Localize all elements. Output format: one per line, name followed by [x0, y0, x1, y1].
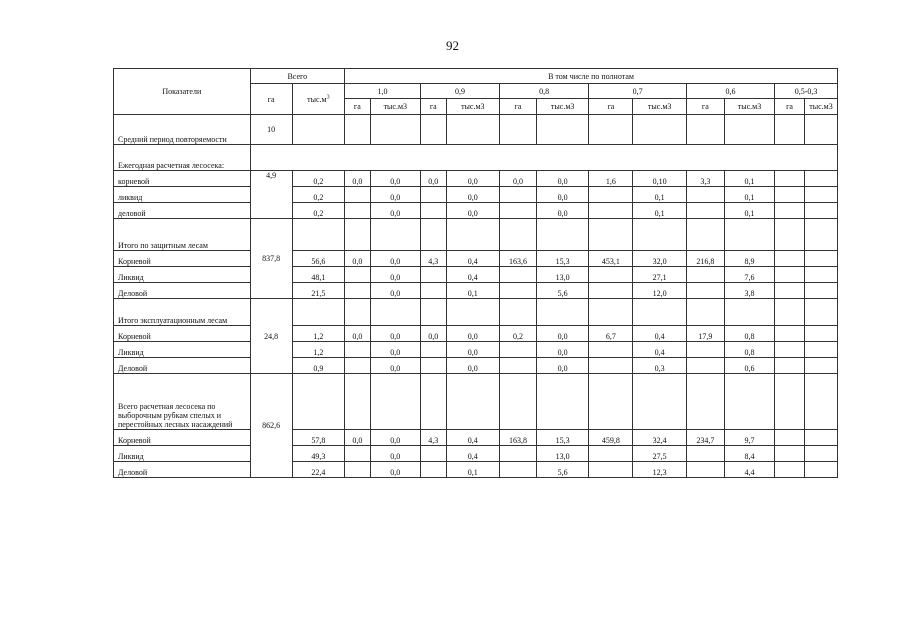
section-header-row	[114, 299, 838, 326]
density-header: 0,8	[500, 84, 589, 99]
table-cell: 0,10	[633, 171, 686, 187]
table-cell: 453,1	[589, 251, 633, 267]
table-cell	[345, 358, 371, 374]
table-cell: 22,4	[292, 462, 344, 478]
table-row	[114, 187, 838, 203]
empty-cell	[686, 219, 724, 251]
table-cell: 0,1	[446, 462, 499, 478]
table-cell	[589, 267, 633, 283]
table-cell: 6,7	[589, 326, 633, 342]
table-cell: 49,3	[292, 446, 344, 462]
empty-cell	[633, 219, 686, 251]
section-total-ha: 4,9	[250, 171, 292, 219]
table-cell	[420, 358, 446, 374]
section-total-ha: 862,6	[250, 374, 292, 478]
table-cell: 3,3	[686, 171, 724, 187]
table-cell: 0,1	[724, 171, 774, 187]
row-label: Корневой	[114, 251, 251, 267]
table-cell: 0,4	[446, 446, 499, 462]
empty-cell	[292, 299, 344, 326]
empty-cell	[589, 374, 633, 430]
table-cell: 5,6	[536, 283, 588, 299]
empty-cell	[446, 219, 499, 251]
table-cell	[500, 203, 537, 219]
table-cell	[686, 342, 724, 358]
table-cell: 56,6	[292, 251, 344, 267]
empty-cell	[724, 299, 774, 326]
table-cell: 0,0	[500, 171, 537, 187]
table-cell	[804, 283, 837, 299]
table-row	[114, 251, 838, 267]
page-number: 92	[446, 38, 459, 53]
density-header: 0,9	[420, 84, 499, 99]
table-cell	[804, 267, 837, 283]
table-cell: 0,0	[370, 283, 420, 299]
table-cell: 0,0	[345, 171, 371, 187]
table-cell: 0,0	[446, 358, 499, 374]
row-label: Ликвид	[114, 267, 251, 283]
row-label: Корневой	[114, 430, 251, 446]
empty-cell	[420, 219, 446, 251]
total-volume-header: $тыс.м^3$	[292, 84, 344, 115]
table-cell	[804, 203, 837, 219]
row-label: деловой	[114, 203, 251, 219]
table-row	[114, 203, 838, 219]
section-label: Всего расчетная лесосека по выборочным рубкам спелых и перестойных лесных насаждений	[114, 374, 251, 430]
table-cell: 7,6	[724, 267, 774, 283]
period-row	[114, 115, 838, 145]
table-cell: 163,8	[500, 430, 537, 446]
table-row	[114, 283, 838, 299]
table-cell: 216,8	[686, 251, 724, 267]
table-cell: 0,0	[446, 187, 499, 203]
table-cell	[804, 171, 837, 187]
table-cell	[589, 358, 633, 374]
empty-cell	[500, 219, 537, 251]
table-cell	[500, 358, 537, 374]
empty-cell	[345, 299, 371, 326]
empty-cell	[724, 219, 774, 251]
empty-cell	[536, 299, 588, 326]
table-cell: 15,3	[536, 251, 588, 267]
row-label: Деловой	[114, 358, 251, 374]
table-cell: 0,0	[370, 430, 420, 446]
section-total-ha: 24,8	[250, 299, 292, 374]
table-cell: 0,8	[724, 342, 774, 358]
table-cell: 0,0	[446, 203, 499, 219]
table-cell: 9,7	[724, 430, 774, 446]
table-cell: 15,3	[536, 430, 588, 446]
table-cell: 0,4	[446, 267, 499, 283]
table-cell	[420, 203, 446, 219]
table-cell: 5,6	[536, 462, 588, 478]
table-cell: 32,0	[633, 251, 686, 267]
table-cell	[500, 187, 537, 203]
table-cell: 8,9	[724, 251, 774, 267]
table-cell	[804, 342, 837, 358]
table-cell: 1,2	[292, 342, 344, 358]
empty-cell	[345, 374, 371, 430]
table-cell	[420, 342, 446, 358]
table-cell	[589, 446, 633, 462]
table-cell	[420, 446, 446, 462]
empty-cell	[536, 374, 588, 430]
row-label: ликвид	[114, 187, 251, 203]
table-cell	[500, 446, 537, 462]
table-cell: 0,1	[724, 187, 774, 203]
table-cell	[775, 462, 805, 478]
row-label: Корневой	[114, 326, 251, 342]
period-label: Средний период повторяемости	[114, 115, 251, 145]
table-cell	[804, 446, 837, 462]
ha-header: га	[686, 99, 724, 115]
table-cell	[775, 267, 805, 283]
table-cell: 0,2	[500, 326, 537, 342]
table-cell: 0,3	[633, 358, 686, 374]
table-cell	[775, 171, 805, 187]
volume-header: тыс.м3	[370, 99, 420, 115]
table-cell: 13,0	[536, 446, 588, 462]
table-cell	[345, 203, 371, 219]
table-cell	[775, 430, 805, 446]
table-cell: 0,0	[370, 171, 420, 187]
table-cell	[345, 187, 371, 203]
table-cell	[589, 462, 633, 478]
table-cell: 0,0	[345, 251, 371, 267]
volume-header: тыс.м3	[446, 99, 499, 115]
table-cell: 0,1	[633, 187, 686, 203]
table-cell	[500, 283, 537, 299]
table-cell	[686, 187, 724, 203]
table-cell: 0,0	[536, 187, 588, 203]
table-cell: 0,0	[536, 326, 588, 342]
indicators-header: Показатели	[114, 69, 251, 115]
density-header: 0,5-0,3	[775, 84, 838, 99]
ha-header: га	[589, 99, 633, 115]
table-cell: 0,1	[633, 203, 686, 219]
volume-header: тыс.м3	[633, 99, 686, 115]
section-label: Итого по защитным лесам	[114, 219, 251, 251]
empty-cell	[633, 299, 686, 326]
row-label: корневой	[114, 171, 251, 187]
table-cell	[775, 187, 805, 203]
empty-cell	[446, 374, 499, 430]
table-cell	[686, 446, 724, 462]
empty-cell	[420, 299, 446, 326]
table-cell: 0,2	[292, 171, 344, 187]
table-cell: 0,0	[446, 326, 499, 342]
table-cell: 0,4	[633, 342, 686, 358]
table-cell	[686, 267, 724, 283]
table-cell: 0,0	[370, 187, 420, 203]
table-cell	[500, 462, 537, 478]
table-cell: 1,2	[292, 326, 344, 342]
table-cell: 0,0	[370, 446, 420, 462]
section-label: Итого эксплуатационным лесам	[114, 299, 251, 326]
table-cell	[345, 462, 371, 478]
table-cell	[775, 446, 805, 462]
empty-cell	[686, 299, 724, 326]
table-cell	[804, 251, 837, 267]
table-cell	[804, 462, 837, 478]
row-label: Деловой	[114, 462, 251, 478]
empty-cell	[370, 374, 420, 430]
table-cell: 4,3	[420, 430, 446, 446]
table-cell: 0,0	[536, 342, 588, 358]
table-cell: 4,3	[420, 251, 446, 267]
table-cell: 4,4	[724, 462, 774, 478]
table-row	[114, 446, 838, 462]
volume-header: тыс.м3	[804, 99, 837, 115]
table-cell	[345, 283, 371, 299]
table-cell: 0,4	[446, 430, 499, 446]
table-cell	[686, 462, 724, 478]
density-header: 0,6	[686, 84, 774, 99]
table-cell	[775, 251, 805, 267]
table-cell: 0,0	[370, 251, 420, 267]
table-row	[114, 326, 838, 342]
table-cell: 0,0	[370, 267, 420, 283]
table-cell	[500, 342, 537, 358]
table-cell: 8,4	[724, 446, 774, 462]
empty-cell	[446, 299, 499, 326]
table-cell: 0,0	[536, 203, 588, 219]
empty-cell	[500, 299, 537, 326]
table-cell	[775, 342, 805, 358]
table-cell: 0,0	[446, 342, 499, 358]
empty-cell	[804, 219, 837, 251]
table-cell: 234,7	[686, 430, 724, 446]
table-cell: 459,8	[589, 430, 633, 446]
empty-cell	[804, 374, 837, 430]
empty-cell	[345, 219, 371, 251]
empty-cell	[370, 299, 420, 326]
empty-cell	[292, 374, 344, 430]
total-ha-header: га	[250, 84, 292, 115]
table-cell: 12,0	[633, 283, 686, 299]
table-cell	[686, 358, 724, 374]
row-label: Ликвид	[114, 342, 251, 358]
empty-cell	[589, 299, 633, 326]
table-cell: 12,3	[633, 462, 686, 478]
total-header: Всего	[250, 69, 344, 84]
section-header-row	[114, 219, 838, 251]
table-row	[114, 171, 838, 187]
empty-cell	[292, 219, 344, 251]
table-cell: 163,6	[500, 251, 537, 267]
table-row	[114, 358, 838, 374]
section-total-ha: 837,8	[250, 219, 292, 299]
density-header: 1,0	[345, 84, 421, 99]
table-cell: 0,0	[446, 171, 499, 187]
table-cell: 17,9	[686, 326, 724, 342]
table-cell: 1,6	[589, 171, 633, 187]
period-ha: 10	[250, 115, 292, 145]
table-cell: 3,8	[724, 283, 774, 299]
empty-cell	[775, 219, 805, 251]
volume-header: тыс.м3	[536, 99, 588, 115]
ha-header: га	[345, 99, 371, 115]
density-group-header: В том числе по полнотам	[345, 69, 838, 84]
table-cell: 0,0	[536, 358, 588, 374]
annual-header-row	[114, 145, 838, 171]
table-cell	[775, 283, 805, 299]
density-header: 0,7	[589, 84, 687, 99]
table-cell	[500, 267, 537, 283]
annual-header-label: Ежегодная расчетная лесосека:	[114, 145, 251, 171]
empty-cell	[536, 219, 588, 251]
table-cell	[804, 430, 837, 446]
table-cell: 21,5	[292, 283, 344, 299]
empty-cell	[804, 299, 837, 326]
table-cell: 0,1	[724, 203, 774, 219]
empty-cell	[589, 219, 633, 251]
allowable-cut-table	[113, 68, 838, 478]
table-cell	[775, 326, 805, 342]
table-row	[114, 342, 838, 358]
table-cell: 48,1	[292, 267, 344, 283]
volume-header: тыс.м3	[724, 99, 774, 115]
table-cell	[589, 342, 633, 358]
table-cell: 27,5	[633, 446, 686, 462]
table-cell	[345, 267, 371, 283]
table-cell: 0,0	[536, 171, 588, 187]
table-cell	[345, 446, 371, 462]
table-cell	[686, 283, 724, 299]
empty-cell	[370, 219, 420, 251]
table-cell	[804, 187, 837, 203]
table-row	[114, 267, 838, 283]
ha-header: га	[775, 99, 805, 115]
table-cell: 0,0	[345, 430, 371, 446]
table-cell: 0,4	[446, 251, 499, 267]
table-cell	[589, 187, 633, 203]
empty-cell	[500, 374, 537, 430]
table-cell	[775, 358, 805, 374]
table-row	[114, 462, 838, 478]
table-cell: 0,0	[370, 342, 420, 358]
empty-cell	[775, 374, 805, 430]
table-cell: 0,1	[446, 283, 499, 299]
row-label: Ликвид	[114, 446, 251, 462]
table-cell	[420, 462, 446, 478]
table-cell: 0,0	[420, 171, 446, 187]
table-cell	[589, 283, 633, 299]
ha-header: га	[500, 99, 537, 115]
table-cell: 0,6	[724, 358, 774, 374]
table-cell: 57,8	[292, 430, 344, 446]
empty-cell	[775, 299, 805, 326]
table-row	[114, 430, 838, 446]
table-cell	[420, 283, 446, 299]
table-cell	[804, 326, 837, 342]
table-cell: 0,0	[370, 462, 420, 478]
table-cell: 0,0	[420, 326, 446, 342]
table-cell: 0,2	[292, 203, 344, 219]
table-cell: 0,9	[292, 358, 344, 374]
table-cell: 0,0	[345, 326, 371, 342]
empty-cell	[724, 374, 774, 430]
table-cell: 0,0	[370, 358, 420, 374]
table-cell: 0,0	[370, 203, 420, 219]
table-cell	[420, 187, 446, 203]
table-cell: 0,0	[370, 326, 420, 342]
table-cell: 13,0	[536, 267, 588, 283]
table-cell	[420, 267, 446, 283]
table-cell: 0,8	[724, 326, 774, 342]
table-cell	[775, 203, 805, 219]
section-header-row	[114, 374, 838, 430]
table-cell	[804, 358, 837, 374]
row-label: Деловой	[114, 283, 251, 299]
empty-cell	[420, 374, 446, 430]
table-cell	[589, 203, 633, 219]
empty-cell	[686, 374, 724, 430]
ha-header: га	[420, 99, 446, 115]
table-cell: 27,1	[633, 267, 686, 283]
table-cell	[686, 203, 724, 219]
table-cell: 0,2	[292, 187, 344, 203]
table-cell	[345, 342, 371, 358]
table-cell: 0,4	[633, 326, 686, 342]
table-cell: 32,4	[633, 430, 686, 446]
empty-cell	[633, 374, 686, 430]
